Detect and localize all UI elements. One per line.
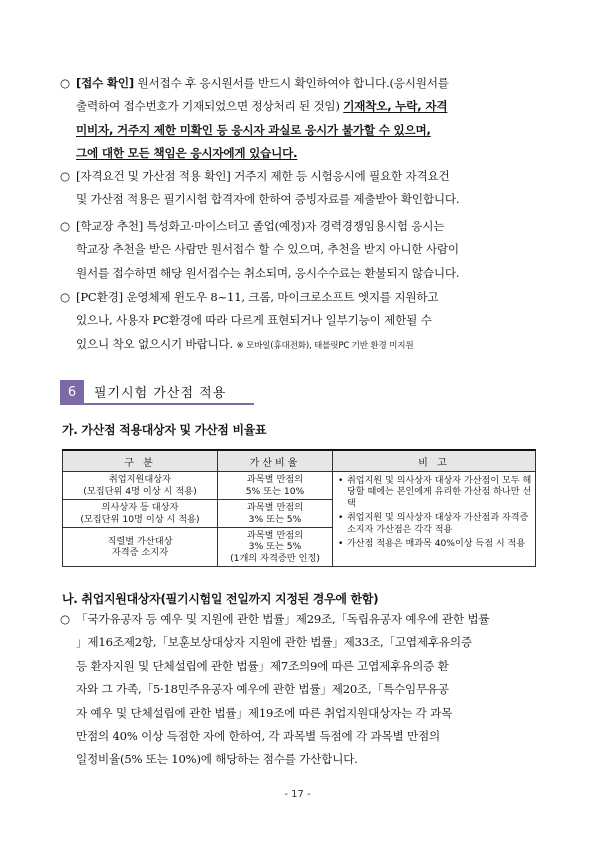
cell-text: 자격증 소지자 <box>111 547 169 558</box>
text-line: 자 예우 및 단체설립에 관한 법률」제19조에 따른 취업지원대상자는 각 과목 <box>76 705 453 720</box>
text-line: 「국가유공자 등 예우 및 지원에 관한 법률」제29조,「독립유공자 예우에 관한 법률 <box>76 612 490 626</box>
text-line: 」제16조제2항,「보훈보상대상자 지원에 관한 법률」제33조,「고엽제후유의증 <box>76 635 472 650</box>
subheading-b: 나. 취업지원대상자(필기시험일 전일까지 지정된 경우에 한함) <box>62 592 379 606</box>
cell-text: 과목별 만점의 <box>246 502 304 513</box>
cell-text: 3% 또는 5% <box>248 513 302 525</box>
section-title: 필기시험 가산점 적용 <box>84 380 254 405</box>
text-line: 있으니 착오 없으시기 바랍니다. <box>76 336 233 351</box>
text-line: 자와 그 가족,「5·18민주유공자 예우에 관한 법률」제20조,「특수임무유공 <box>76 682 449 697</box>
table-row <box>63 472 536 500</box>
text-line: [자격요건 및 가산점 적용 확인] 거주지 제한 등 시험응시에 필요한 자격요건 <box>76 169 450 183</box>
section-number: 6 <box>60 380 84 405</box>
col-header-category: 구 분 <box>63 450 218 472</box>
ratio-cell <box>218 500 333 528</box>
text-line: 출력하여 접수번호가 기재되었으면 정상처리 된 것임) <box>76 99 340 114</box>
text-line: 일정비율(5% 또는 10%)에 해당하는 점수를 가산합니다. <box>76 752 358 767</box>
remark-item: • 가산점 적용은 매과목 40%이상 득점 시 적용 <box>338 539 532 550</box>
ratio-cell <box>218 528 333 567</box>
text-line: [학교장 추천] 특성화고·마이스터고 졸업(예정)자 경력경쟁임용시험 응시는 <box>76 219 445 233</box>
cell-text: (모집단위 10명 이상 시 적용) <box>80 513 200 525</box>
circle-bullet-icon: ○ <box>60 612 70 626</box>
text-line: [PC환경] 운영체제 윈도우 8~11, 크롬, 마이크로소프트 엣지를 지원하고 <box>76 290 439 304</box>
cell-text: (1개의 자격증만 인정) <box>230 552 320 564</box>
cell-text: (모집단위 4명 이상 시 적용) <box>83 485 197 497</box>
cell-text: 과목별 만점의 <box>246 529 304 541</box>
circle-bullet-icon: ○ <box>60 290 70 304</box>
remarks-cell <box>333 472 536 567</box>
circle-bullet-icon: ○ <box>60 219 70 233</box>
cell-text: 의사상자 등 대상자 <box>101 502 179 513</box>
circle-bullet-icon: ○ <box>60 169 70 183</box>
bonus-points-table <box>62 449 536 567</box>
cell-text: 직렬별 가산대상 <box>107 535 173 547</box>
text-line: 등 환자지원 및 단체설립에 관한 법률」제7조의9에 따른 고엽제후유의증 환 <box>76 658 449 673</box>
col-header-remarks: 비 고 <box>333 450 536 472</box>
remark-item: • 취업지원 및 의사상자 대상자 가산점이 모두 해당할 때에는 본인에게 유리한 가산점 하나만 선택 <box>338 476 532 510</box>
category-cell <box>63 500 218 528</box>
emphasis-text: 기재착오, 누락, 자격 <box>343 99 448 114</box>
circle-bullet-icon: ○ <box>60 76 70 90</box>
employment-support-paragraph <box>60 608 538 772</box>
notice-pc-environment <box>60 286 538 358</box>
table-header-row <box>63 450 536 472</box>
category-cell <box>63 472 218 500</box>
cell-text: 과목별 만점의 <box>246 474 304 485</box>
page-number: - 17 - <box>284 789 311 800</box>
category-cell <box>63 528 218 567</box>
tag-label: [접수 확인] <box>76 76 135 90</box>
text-line: 학교장 추천을 받은 사람만 원서접수 할 수 있으며, 추천을 받지 아니한 사람이 <box>76 242 459 257</box>
emphasis-text: 그에 대한 모든 책임은 응시자에게 있습니다. <box>76 146 298 161</box>
notice-eligibility-check <box>60 165 538 212</box>
notice-receipt-check <box>60 72 538 166</box>
col-header-ratio: 가산비율 <box>218 450 333 472</box>
text-line: 원서접수 후 응시원서를 반드시 확인하여야 합니다.(응시원서를 <box>137 76 449 90</box>
text-line: 원서를 접수하면 해당 원서접수는 취소되며, 응시수수료는 환불되지 않습니다. <box>76 265 460 280</box>
section-header <box>60 380 254 405</box>
cell-text: 5% 또는 10% <box>245 485 305 497</box>
ratio-cell <box>218 472 333 500</box>
text-line: 만점의 40% 이상 득점한 자에 한하여, 각 과목별 득점에 각 과목별 만점의 <box>76 729 440 744</box>
text-line: 및 가산점 적용은 필기시험 합격자에 한하여 증빙자료를 제출받아 확인합니다. <box>76 192 460 207</box>
notice-principal-recommendation <box>60 215 538 285</box>
cell-text: 3% 또는 5% <box>248 541 302 553</box>
subheading-a: 가. 가산점 적용대상자 및 가산점 비율표 <box>62 423 267 437</box>
cell-text: 취업지원대상자 <box>108 474 172 485</box>
footnote: ※ 모바일(휴대전화), 태블릿PC 기반 환경 미지원 <box>236 340 414 351</box>
emphasis-text: 미비자, 거주지 제한 미확인 등 응시자 과실로 응시가 불가할 수 있으며, <box>76 122 431 137</box>
text-line: 있으나, 사용자 PC환경에 따라 다르게 표현되거나 일부기능이 제한될 수 <box>76 313 432 328</box>
remark-item: • 취업지원 및 의사상자 대상자 가산점과 자격증 소지자 가산점은 각각 적용 <box>338 513 532 536</box>
